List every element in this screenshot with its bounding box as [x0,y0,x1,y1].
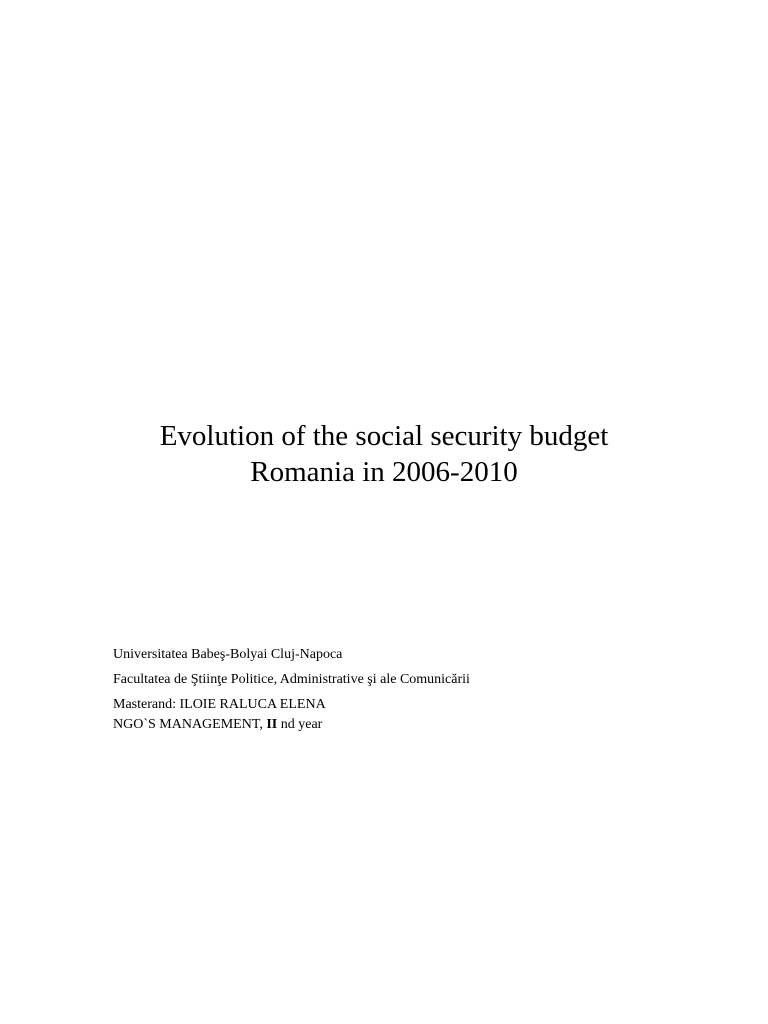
master-student-line: Masterand: ILOIE RALUCA ELENA [113,697,326,712]
university-name: Universitatea Babeş-Bolyai Cluj-Napoca [113,647,343,662]
year-suffix: nd year [277,717,323,732]
document-title [0,418,768,490]
title-line-1: Evolution of the social security budget [159,420,609,452]
program-line [113,716,322,733]
title-line-2: Romania in 2006-2010 [250,456,518,488]
year-number: II [266,717,278,732]
faculty-name: Facultatea de Ştiinţe Politice, Administrative şi ale Comunicării [113,672,470,687]
program-name: NGO`S MANAGEMENT, [113,717,267,732]
